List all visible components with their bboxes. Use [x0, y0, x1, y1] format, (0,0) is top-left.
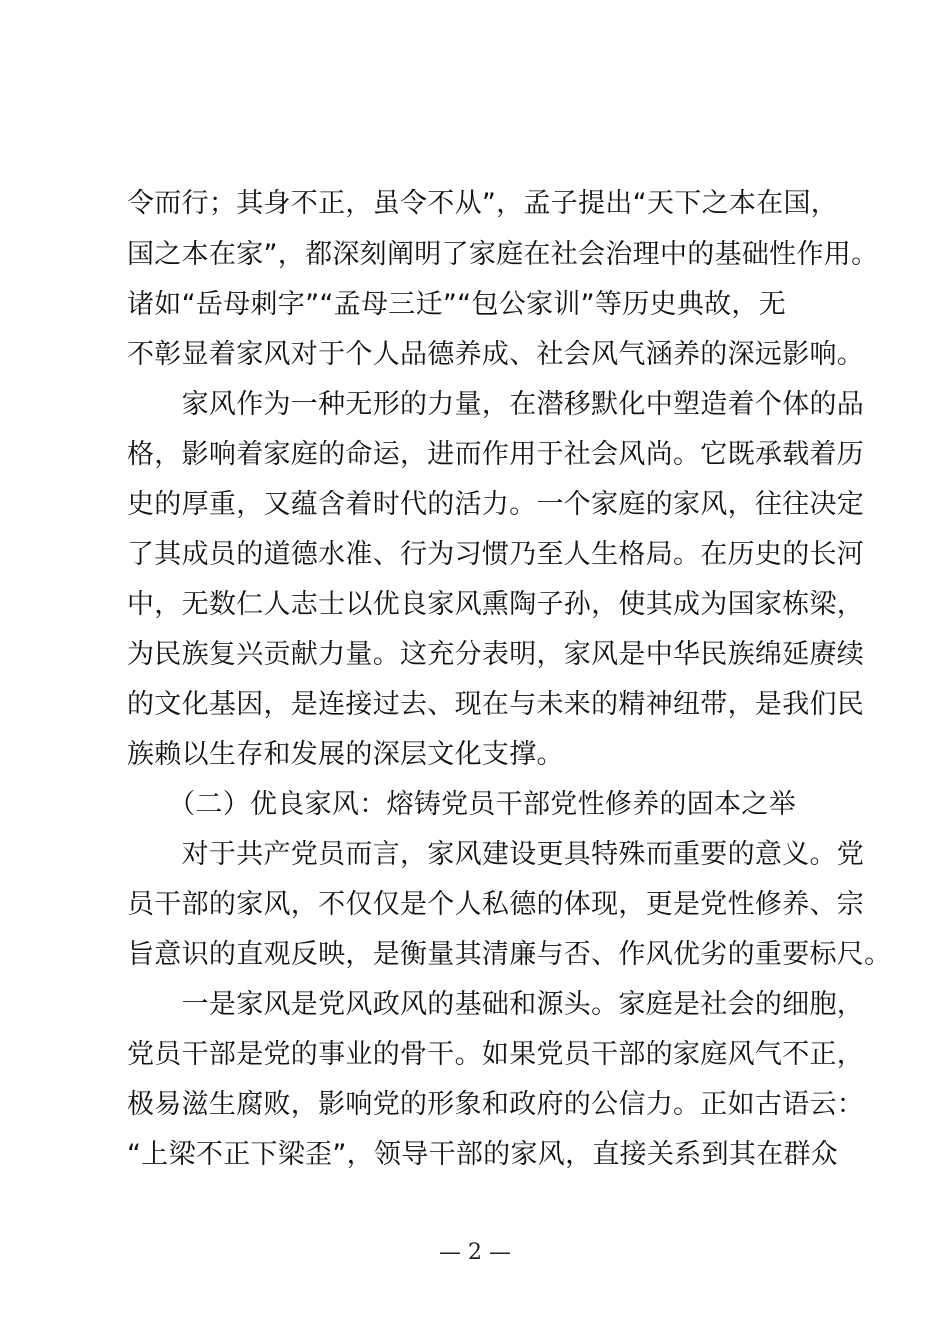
text-line-4: 不彰显着家风对于个人品德养成、社会风气涵养的深远影响。 — [127, 339, 865, 370]
text-line-3: 诸如“岳母刺字”“孟母三迁”“包公家训”等历史典故，无 — [127, 289, 787, 320]
text-line-2: 国之本在家”，都深刻阐明了家庭在社会治理中的基础性作用。 — [127, 239, 879, 270]
text-line-6: 格，影响着家庭的命运，进而作用于社会风尚。它既承载着历 — [127, 439, 865, 470]
section-heading: （二）优良家风：熔铸党员干部党性修养的固本之举 — [127, 789, 796, 820]
text-line-16: 旨意识的直观反映，是衡量其清廉与否、作风优劣的重要标尺。 — [127, 939, 892, 970]
text-line-7: 史的厚重，又蕴含着时代的活力。一个家庭的家风，往往决定 — [127, 489, 865, 520]
text-line-11: 的文化基因，是连接过去、现在与未来的精神纽带，是我们民 — [127, 689, 865, 720]
text-line-14: 对于共产党员而言，家风建设更具特殊而重要的意义。党 — [127, 839, 865, 870]
text-line-8: 了其成员的道德水准、行为习惯乃至人生格局。在历史的长河 — [127, 539, 865, 570]
page-number: — 2 — — [439, 1240, 511, 1265]
text-line-18: 党员干部是党的事业的骨干。如果党员干部的家庭风气不正， — [127, 1039, 865, 1070]
text-line-15: 员干部的家风，不仅仅是个人私德的体现，更是党性修养、宗 — [127, 889, 865, 920]
text-line-1: 令而行；其身不正，虽令不从”，孟子提出“天下之本在国， — [127, 188, 839, 219]
text-line-17: 一是家风是党风政风的基础和源头。家庭是社会的细胞， — [127, 989, 865, 1020]
text-line-12: 族赖以生存和发展的深层文化支撑。 — [127, 739, 564, 770]
text-line-10: 为民族复兴贡献力量。这充分表明，家风是中华民族绵延赓续 — [127, 639, 865, 670]
text-line-9: 中，无数仁人志士以优良家风熏陶子孙，使其成为国家栋梁， — [127, 589, 865, 620]
text-line-20: “上梁不正下梁歪”，领导干部的家风，直接关系到其在群众 — [127, 1139, 839, 1170]
text-line-5: 家风作为一种无形的力量，在潜移默化中塑造着个体的品 — [127, 389, 865, 420]
text-line-19: 极易滋生腐败，影响党的形象和政府的公信力。正如古语云： — [127, 1089, 865, 1120]
